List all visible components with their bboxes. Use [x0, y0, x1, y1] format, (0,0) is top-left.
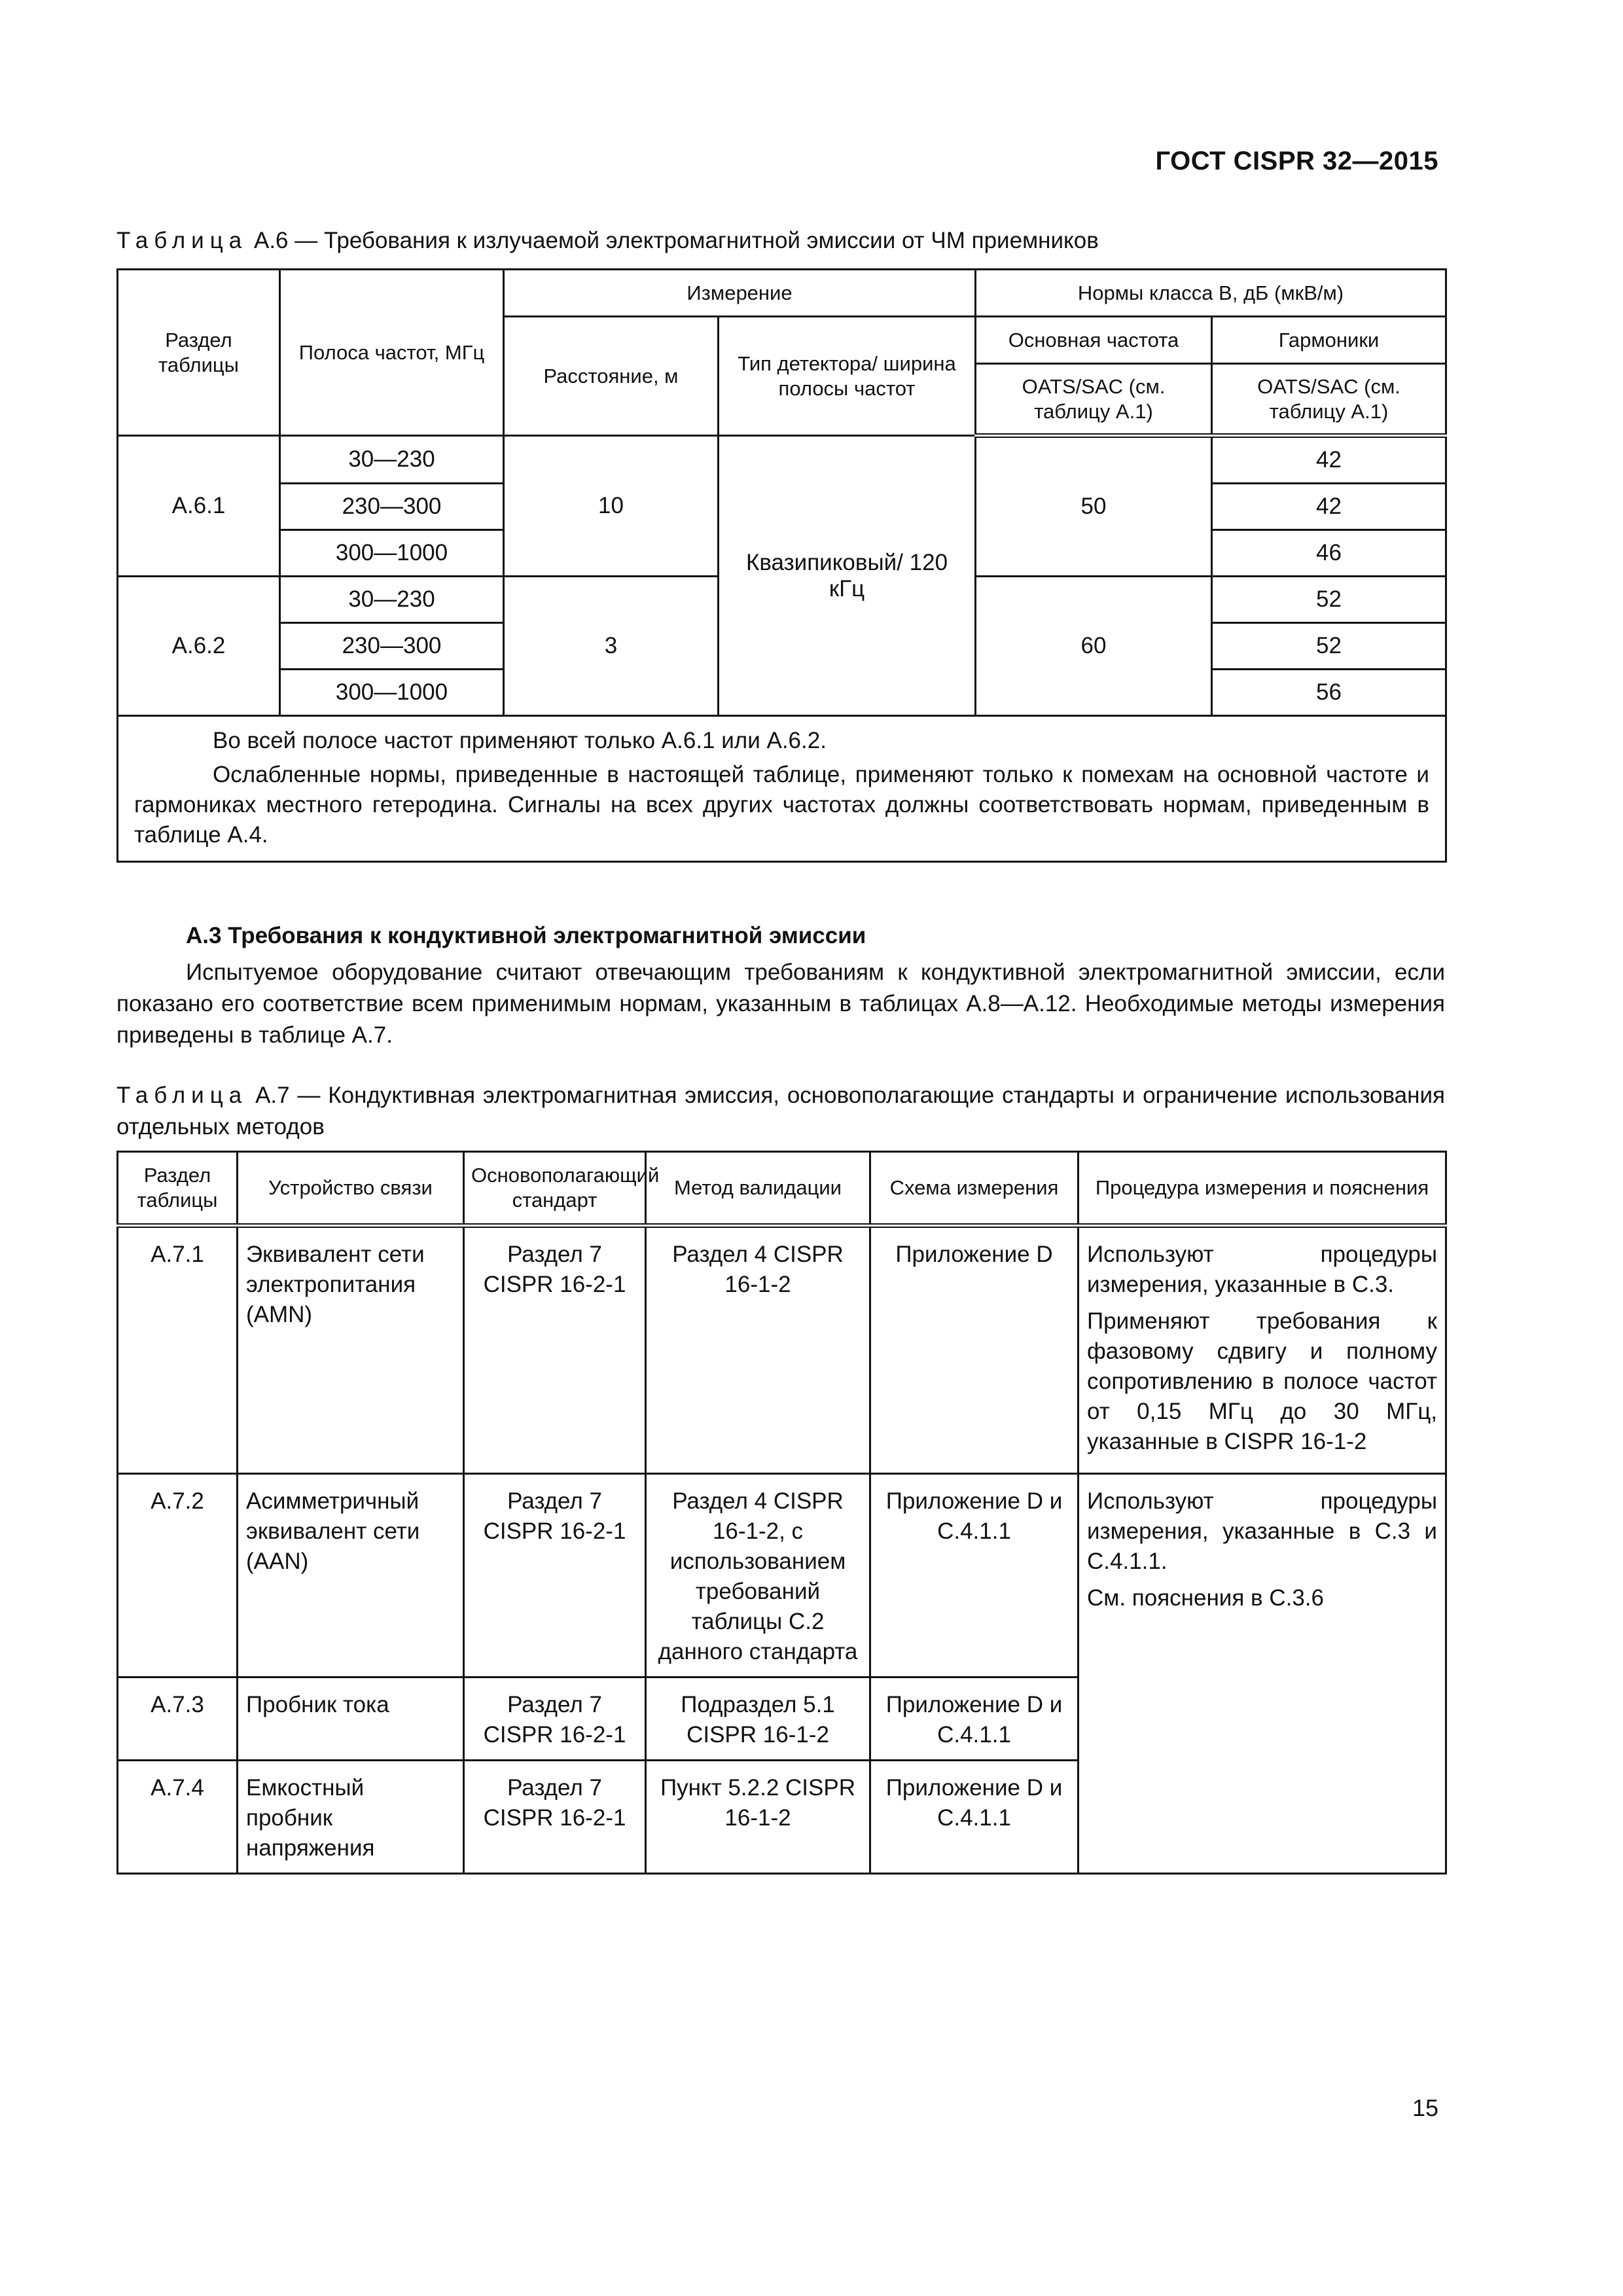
distance-cell: 10 [504, 436, 719, 577]
scheme-cell: Приложение D и С.4.1.1 [870, 1761, 1079, 1874]
section-cell: А.6.2 [118, 577, 280, 716]
frequency-cell: 30—230 [280, 436, 504, 484]
table-a7-caption-text: А.7 — Кондуктивная электромагнитная эмиссия, основополагающие стандарты и ограничение использования отдельных методов [116, 1083, 1445, 1139]
table-a7-caption-label: Таблица [116, 1083, 248, 1108]
header-section: Раздел таблицы [118, 270, 280, 436]
page-number: 15 [1412, 2094, 1438, 2121]
header-coupling-device: Устройство связи [238, 1152, 464, 1226]
procedure-cell [1079, 1474, 1446, 1874]
harmonic-limit-cell: 42 [1212, 484, 1446, 530]
validation-cell: Раздел 4 CISPR 16-1-2 [646, 1226, 870, 1474]
section-cell: А.7.2 [118, 1474, 238, 1677]
validation-cell: Раздел 4 CISPR 16-1-2, с использованием требований таблицы С.2 данного стандарта [646, 1474, 870, 1677]
harmonic-limit-cell: 52 [1212, 623, 1446, 670]
standard-cell: Раздел 7 CISPR 16-2-1 [464, 1474, 646, 1677]
procedure-text: Применяют требования к фазовому сдвигу и полному сопротивлению в полосе частот от 0,15 МГц до 30 МГц, указанные в CISPR 16-1-2 [1087, 1308, 1437, 1454]
procedure-cell [1079, 1226, 1446, 1474]
table-notes-row [118, 716, 1446, 862]
table-a6-notes [118, 716, 1446, 862]
table-row [118, 1474, 1446, 1677]
procedure-text: Используют процедуры измерения, указанные в С.3. [1087, 1242, 1437, 1297]
section-cell: А.6.1 [118, 436, 280, 577]
table-a7-caption [116, 1080, 1445, 1143]
scheme-cell: Приложение D [870, 1226, 1079, 1474]
header-distance: Расстояние, м [504, 317, 719, 436]
scheme-cell: Приложение D и С.4.1.1 [870, 1474, 1079, 1677]
header-detector: Тип детектора/ ширина полосы частот [719, 317, 976, 436]
frequency-cell: 230—300 [280, 623, 504, 670]
device-cell: Эквивалент сети электропитания (AMN) [238, 1226, 464, 1474]
table-a6-caption-label: Таблица [116, 228, 248, 253]
harmonic-limit-cell: 52 [1212, 577, 1446, 623]
detector-cell: Квазипиковый/ 120 кГц [719, 436, 976, 716]
distance-cell: 3 [504, 577, 719, 716]
header-section: Раздел таблицы [118, 1152, 238, 1226]
harmonic-limit-cell: 46 [1212, 530, 1446, 577]
header-oats-harmonics: OATS/SAC (см. таблицу А.1) [1212, 364, 1446, 436]
frequency-cell: 300—1000 [280, 530, 504, 577]
header-basic-standard: Основополагающий стандарт [464, 1152, 646, 1226]
header-procedure: Процедура измерения и пояснения [1079, 1152, 1446, 1226]
table-a7 [116, 1151, 1447, 1874]
device-cell: Емкостный пробник напряжения [238, 1761, 464, 1874]
section-cell: А.7.1 [118, 1226, 238, 1474]
header-limits: Нормы класса В, дБ (мкВ/м) [976, 270, 1446, 317]
section-a3-paragraph [116, 957, 1445, 1051]
validation-cell: Подраздел 5.1 CISPR 16-1-2 [646, 1677, 870, 1761]
frequency-cell: 230—300 [280, 484, 504, 530]
header-measurement-scheme: Схема измерения [870, 1152, 1079, 1226]
section-cell: А.7.4 [118, 1761, 238, 1874]
harmonic-limit-cell: 42 [1212, 436, 1446, 484]
table-a6-caption-text: А.6 — Требования к излучаемой электромагнитной эмиссии от ЧМ приемников [253, 228, 1099, 253]
header-validation-method: Метод валидации [646, 1152, 870, 1226]
fundamental-limit-cell: 50 [976, 436, 1212, 577]
section-cell: А.7.3 [118, 1677, 238, 1761]
validation-cell: Пункт 5.2.2 CISPR 16-1-2 [646, 1761, 870, 1874]
section-a3-title: А.3 Требования к кондуктивной электромагнитной эмиссии [186, 923, 866, 948]
procedure-text: Используют процедуры измерения, указанные в С.3 и С.4.1.1. [1087, 1488, 1437, 1574]
header-harmonics: Гармоники [1212, 317, 1446, 364]
harmonic-limit-cell: 56 [1212, 670, 1446, 716]
header-fundamental: Основная частота [976, 317, 1212, 364]
table-row [118, 1226, 1446, 1474]
fundamental-limit-cell: 60 [976, 577, 1212, 716]
scheme-cell: Приложение D и С.4.1.1 [870, 1677, 1079, 1761]
standard-designation: ГОСТ CISPR 32—2015 [1155, 147, 1438, 175]
header-measurement: Измерение [504, 270, 976, 317]
standard-cell: Раздел 7 CISPR 16-2-1 [464, 1226, 646, 1474]
table-row [118, 436, 1446, 484]
device-cell: Пробник тока [238, 1677, 464, 1761]
standard-cell: Раздел 7 CISPR 16-2-1 [464, 1761, 646, 1874]
frequency-cell: 30—230 [280, 577, 504, 623]
header-frequency-band: Полоса частот, МГц [280, 270, 504, 436]
table-a6-caption [116, 225, 1445, 257]
table-note: Во всей полосе частот применяют только А.6.1 или А.6.2. [213, 728, 827, 753]
header-oats-fundamental: OATS/SAC (см. таблицу А.1) [976, 364, 1212, 436]
table-note: Ослабленные нормы, приведенные в настоящей таблице, применяют только к помехам на основной частоте и гармониках местного гетеродина. Сигналы на всех других частотах должны соответствовать нормам, приведенным в таблице А.4. [134, 762, 1429, 848]
standard-cell: Раздел 7 CISPR 16-2-1 [464, 1677, 646, 1761]
frequency-cell: 300—1000 [280, 670, 504, 716]
section-a3-text: Испытуемое оборудование считают отвечающим требованиям к кондуктивной электромагнитной эмиссии, если показано его соответствие всем применимым нормам, указанным в таблицах А.8—А.12. Необходимые методы измерения приведены в таблице А.7. [116, 960, 1445, 1048]
device-cell: Асимметричный эквивалент сети (AAN) [238, 1474, 464, 1677]
table-a6 [116, 268, 1447, 863]
procedure-text: См. пояснения в С.3.6 [1087, 1585, 1324, 1611]
